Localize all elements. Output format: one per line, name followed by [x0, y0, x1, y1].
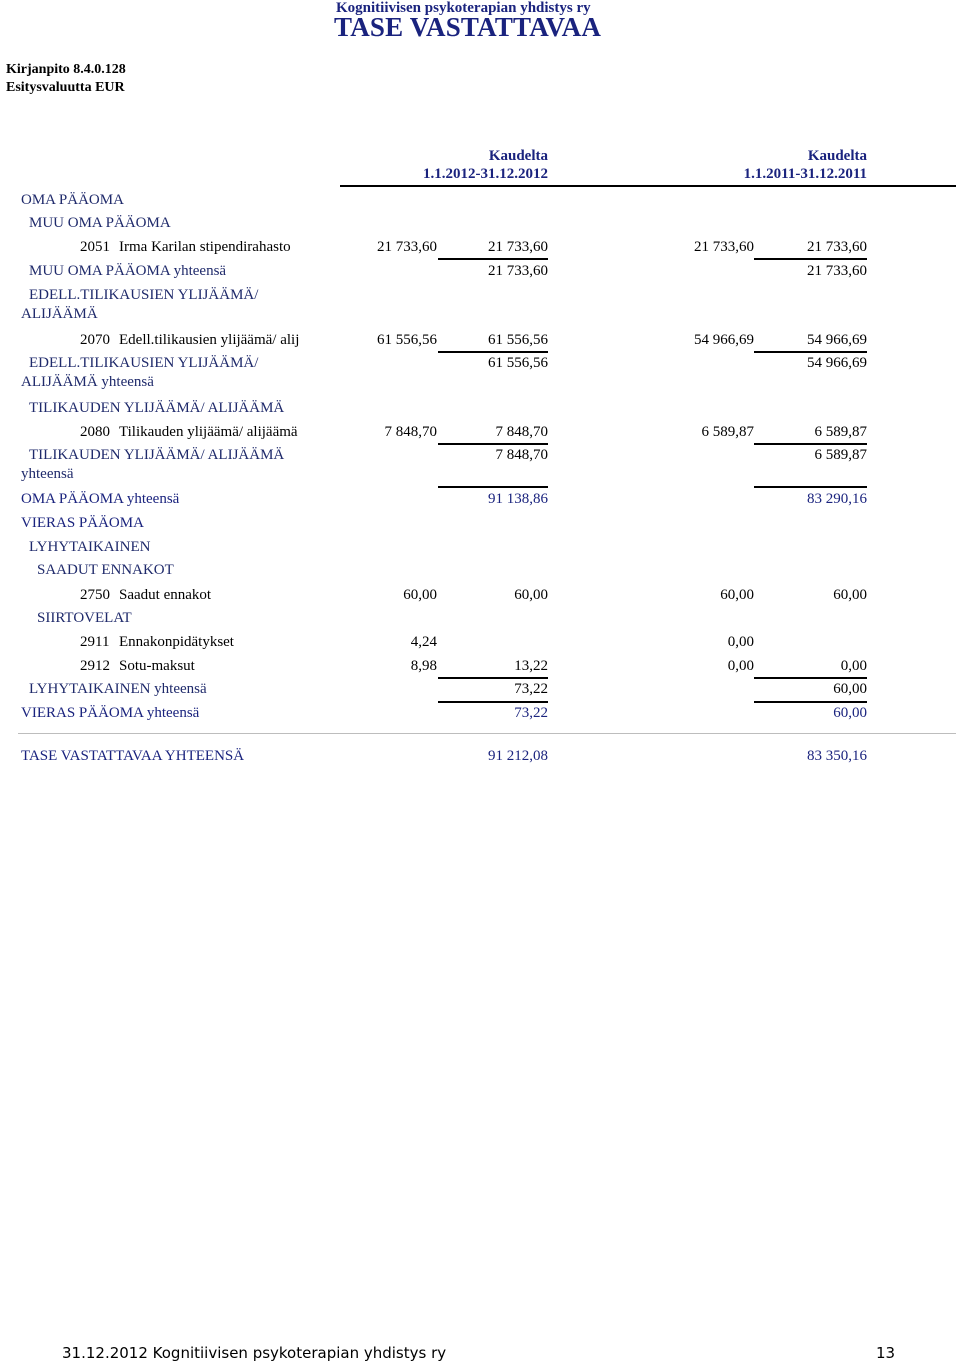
col-current-label: Kaudelta	[488, 148, 548, 164]
sum-rule	[438, 677, 548, 679]
sum-rule	[754, 351, 867, 353]
amount-cell: 91 212,08	[488, 748, 548, 764]
amount-cell: 73,22	[514, 705, 548, 721]
account-name: Ennakonpidätykset	[119, 634, 234, 650]
sum-rule	[754, 443, 867, 445]
col-previous-period: 1.1.2011-31.12.2011	[743, 166, 867, 182]
grand-total-rule	[18, 733, 956, 734]
amount-cell: 21 733,60	[488, 239, 548, 255]
subsection-row	[0, 610, 960, 634]
amount-cell: 54 966,69	[694, 332, 754, 348]
total-row	[0, 491, 960, 515]
account-name: Irma Karilan stipendirahasto	[119, 239, 291, 255]
section-label: OMA PÄÄOMA	[21, 192, 124, 208]
sum-rule	[754, 258, 867, 260]
sum-rule	[438, 443, 548, 445]
account-code: 2912	[80, 658, 110, 674]
amount-cell: 60,00	[833, 587, 867, 603]
account-name: Saadut ennakot	[119, 587, 212, 603]
currency-label: Esitysvaluutta EUR	[6, 80, 125, 95]
subtotal-label: yhteensä	[21, 466, 74, 482]
software-version: Kirjanpito 8.4.0.128	[6, 62, 126, 77]
sum-rule	[438, 351, 548, 353]
col-previous-label: Kaudelta	[807, 148, 867, 164]
section-label: VIERAS PÄÄOMA	[21, 515, 144, 531]
subtotal-row	[0, 374, 960, 398]
page-number: 13	[876, 1344, 896, 1362]
sum-rule	[754, 677, 867, 679]
account-code: 2911	[80, 634, 110, 650]
amount-cell: 7 848,70	[384, 424, 437, 440]
col-current-period: 1.1.2012-31.12.2012	[423, 166, 548, 182]
footer-text: 31.12.2012 Kognitiivisen psykoterapian yhdistys ry	[62, 1344, 447, 1362]
amount-cell: 6 589,87	[814, 447, 867, 463]
subsection-row	[0, 562, 960, 586]
amount-cell: 60,00	[720, 587, 754, 603]
sum-rule	[754, 486, 867, 488]
account-name: Sotu-maksut	[119, 658, 195, 674]
subtotal-row	[0, 263, 960, 287]
account-name: Edell.tilikausien ylijäämä/ alij	[119, 332, 300, 348]
amount-cell: 54 966,69	[807, 355, 867, 371]
sum-rule	[754, 701, 867, 703]
amount-cell: 21 733,60	[488, 263, 548, 279]
amount-cell: 0,00	[727, 658, 754, 674]
amount-cell: 60,00	[403, 587, 437, 603]
subsection-row	[0, 400, 960, 424]
amount-cell: 21 733,60	[807, 263, 867, 279]
total-label: VIERAS PÄÄOMA yhteensä	[21, 705, 200, 721]
amount-cell: 4,24	[410, 634, 437, 650]
account-code: 2070	[80, 332, 110, 348]
account-row	[0, 634, 960, 658]
amount-cell: 7 848,70	[495, 447, 548, 463]
amount-cell: 0,00	[840, 658, 867, 674]
sum-rule	[438, 486, 548, 488]
account-code: 2080	[80, 424, 110, 440]
amount-cell: 8,98	[410, 658, 437, 674]
subsection-row	[0, 306, 960, 330]
subsection-label: MUU OMA PÄÄOMA	[29, 215, 171, 231]
sum-rule	[438, 258, 548, 260]
amount-cell: 73,22	[514, 681, 548, 697]
subsection-label: SAADUT ENNAKOT	[37, 562, 174, 578]
section-row	[0, 515, 960, 539]
subsection-row	[0, 215, 960, 239]
account-row	[0, 587, 960, 611]
subtotal-label: LYHYTAIKAINEN yhteensä	[29, 681, 207, 697]
grand-total-row	[0, 748, 960, 772]
account-code: 2051	[80, 239, 110, 255]
account-name: Tilikauden ylijäämä/ alijäämä	[119, 424, 298, 440]
amount-cell: 61 556,56	[377, 332, 437, 348]
amount-cell: 21 733,60	[694, 239, 754, 255]
amount-cell: 21 733,60	[377, 239, 437, 255]
amount-cell: 60,00	[514, 587, 548, 603]
amount-cell: 60,00	[833, 705, 867, 721]
section-row	[0, 192, 960, 216]
amount-cell: 91 138,86	[488, 491, 548, 507]
amount-cell: 60,00	[833, 681, 867, 697]
report-title: TASE VASTATTAVAA	[334, 12, 602, 42]
organization-name: Kognitiivisen psykoterapian yhdistys ry	[336, 0, 591, 16]
amount-cell: 83 290,16	[807, 491, 867, 507]
amount-cell: 61 556,56	[488, 355, 548, 371]
subtotal-label: MUU OMA PÄÄOMA yhteensä	[29, 263, 227, 279]
subsection-label: SIIRTOVELAT	[37, 610, 132, 626]
header-rule	[340, 185, 956, 187]
subsection-label: TILIKAUDEN YLIJÄÄMÄ/ ALIJÄÄMÄ	[29, 400, 285, 416]
account-code: 2750	[80, 587, 110, 603]
subtotal-label: ALIJÄÄMÄ yhteensä	[21, 374, 154, 390]
amount-cell: 7 848,70	[495, 424, 548, 440]
subtotal-label: EDELL.TILIKAUSIEN YLIJÄÄMÄ/	[29, 355, 259, 371]
amount-cell: 6 589,87	[814, 424, 867, 440]
subsection-label: LYHYTAIKAINEN	[29, 539, 151, 555]
amount-cell: 54 966,69	[807, 332, 867, 348]
subtotal-label: TILIKAUDEN YLIJÄÄMÄ/ ALIJÄÄMÄ	[29, 447, 285, 463]
amount-cell: 83 350,16	[807, 748, 867, 764]
amount-cell: 61 556,56	[488, 332, 548, 348]
total-label: OMA PÄÄOMA yhteensä	[21, 491, 180, 507]
amount-cell: 6 589,87	[701, 424, 754, 440]
subsection-label: EDELL.TILIKAUSIEN YLIJÄÄMÄ/	[29, 287, 259, 303]
sum-rule	[438, 701, 548, 703]
subsection-label: ALIJÄÄMÄ	[21, 306, 98, 322]
amount-cell: 0,00	[727, 634, 754, 650]
subsection-row	[0, 539, 960, 563]
amount-cell: 21 733,60	[807, 239, 867, 255]
amount-cell: 13,22	[514, 658, 548, 674]
grand-total-label: TASE VASTATTAVAA YHTEENSÄ	[21, 748, 245, 764]
total-row	[0, 705, 960, 729]
